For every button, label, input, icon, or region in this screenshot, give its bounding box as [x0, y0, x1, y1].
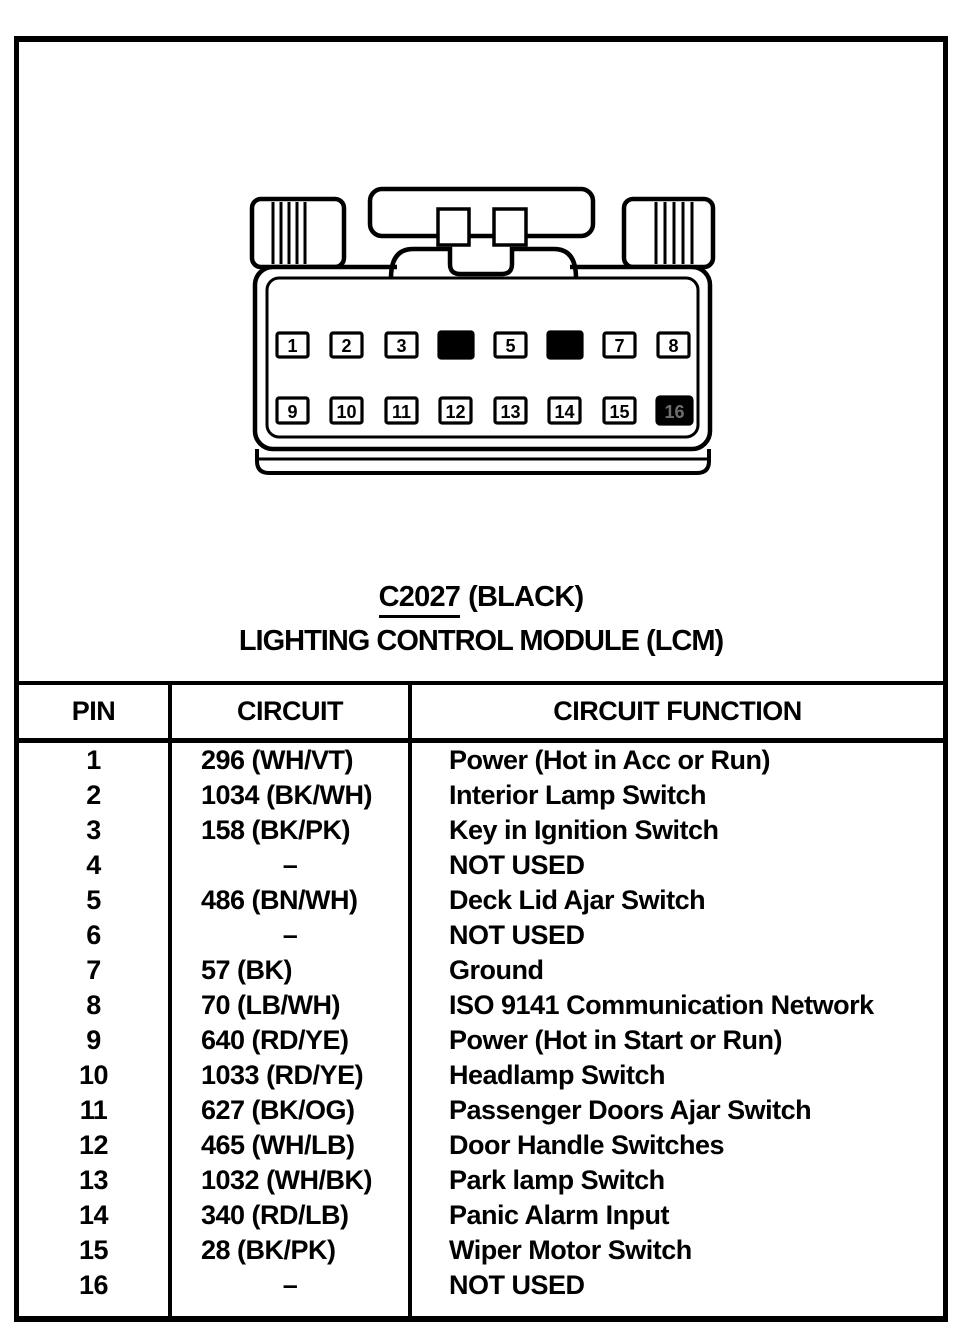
pin-1 — [277, 333, 308, 357]
connector-body — [255, 267, 710, 449]
cell-function: NOT USED — [449, 920, 585, 950]
table-filler — [172, 1303, 412, 1316]
connector-base — [257, 449, 709, 473]
svg-text:2: 2 — [341, 336, 352, 356]
table-filler — [412, 1303, 943, 1316]
pin-13 — [495, 398, 526, 423]
svg-text:13: 13 — [500, 402, 521, 422]
cell-circuit: 296 (WH/VT) — [172, 743, 412, 778]
svg-text:3: 3 — [396, 336, 407, 356]
cell-pin: 1 — [19, 743, 172, 778]
pin-2 — [331, 333, 362, 357]
cell-function: Headlamp Switch — [449, 1060, 666, 1090]
header-circuit: CIRCUIT — [172, 685, 412, 743]
svg-text:9: 9 — [287, 402, 298, 422]
svg-text:14: 14 — [554, 402, 575, 422]
pin-9 — [277, 398, 308, 423]
cell-function: Deck Lid Ajar Switch — [449, 885, 706, 915]
svg-text:16: 16 — [664, 402, 685, 422]
cell-pin: 3 — [19, 813, 172, 848]
left-mount-tab-icon — [252, 199, 344, 267]
cell-function: Ground — [449, 955, 544, 985]
right-mount-tab-icon — [624, 199, 713, 267]
cell-circuit: 57 (BK) — [172, 953, 412, 988]
cell-function: Interior Lamp Switch — [449, 780, 707, 810]
cell-pin: 5 — [19, 883, 172, 918]
cell-pin: 8 — [19, 988, 172, 1023]
cell-circuit: 1033 (RD/YE) — [172, 1058, 412, 1093]
cell-function: Power (Hot in Acc or Run) — [449, 745, 771, 775]
svg-text:12: 12 — [445, 402, 466, 422]
cell-pin: 10 — [19, 1058, 172, 1093]
cell-function: Park lamp Switch — [449, 1165, 665, 1195]
cell-circuit: – — [172, 848, 412, 883]
svg-text:7: 7 — [614, 336, 625, 356]
cell-circuit: 486 (BN/WH) — [172, 883, 412, 918]
cell-circuit: 465 (WH/LB) — [172, 1128, 412, 1163]
pin-11 — [386, 398, 417, 423]
pin-3 — [386, 333, 417, 357]
pin-10 — [331, 398, 362, 423]
pin-4-filled — [439, 332, 473, 358]
pin-6-filled — [548, 332, 582, 358]
cell-pin: 11 — [19, 1093, 172, 1128]
cell-function: NOT USED — [449, 850, 585, 880]
connector-code: C2027 — [379, 581, 460, 618]
cell-pin: 12 — [19, 1128, 172, 1163]
pinout-table — [19, 681, 943, 1316]
cell-circuit: – — [172, 918, 412, 953]
cell-pin: 16 — [19, 1268, 172, 1303]
svg-text:10: 10 — [336, 402, 357, 422]
cell-pin: 9 — [19, 1023, 172, 1058]
cell-pin: 7 — [19, 953, 172, 988]
pin-15 — [604, 398, 635, 423]
svg-text:15: 15 — [609, 402, 630, 422]
cell-function: Door Handle Switches — [449, 1130, 725, 1160]
cell-pin: 15 — [19, 1233, 172, 1268]
cell-circuit: 340 (RD/LB) — [172, 1198, 412, 1233]
svg-text:5: 5 — [505, 336, 516, 356]
cell-pin: 2 — [19, 778, 172, 813]
cell-circuit: 70 (LB/WH) — [172, 988, 412, 1023]
connector-diagram-panel — [19, 42, 943, 681]
cell-function: NOT USED — [449, 1270, 585, 1300]
cell-pin: 6 — [19, 918, 172, 953]
cell-circuit: – — [172, 1268, 412, 1303]
pin-7 — [604, 333, 635, 357]
document-frame — [14, 36, 948, 1322]
cell-pin: 4 — [19, 848, 172, 883]
header-circuit-function: CIRCUIT FUNCTION — [412, 685, 943, 743]
connector-color-label: (BLACK) — [468, 581, 584, 613]
cell-circuit: 627 (BK/OG) — [172, 1093, 412, 1128]
pin-5 — [495, 333, 526, 357]
latch-tab-icon — [370, 189, 593, 236]
svg-text:1: 1 — [287, 336, 298, 356]
pin-8 — [658, 333, 689, 357]
cell-circuit: 28 (BK/PK) — [172, 1233, 412, 1268]
cell-circuit: 640 (RD/YE) — [172, 1023, 412, 1058]
cell-circuit: 158 (BK/PK) — [172, 813, 412, 848]
connector-title — [19, 582, 943, 612]
pin-12 — [440, 398, 471, 423]
svg-text:8: 8 — [668, 336, 679, 356]
cell-function: Key in Ignition Switch — [449, 815, 719, 845]
cell-circuit: 1032 (WH/BK) — [172, 1163, 412, 1198]
svg-text:11: 11 — [391, 402, 412, 422]
cell-function: Power (Hot in Start or Run) — [449, 1025, 782, 1055]
header-pin: PIN — [19, 685, 172, 743]
pin-14 — [549, 398, 580, 423]
cell-function: Wiper Motor Switch — [449, 1235, 692, 1265]
cell-pin: 14 — [19, 1198, 172, 1233]
cell-function: Passenger Doors Ajar Switch — [449, 1095, 812, 1125]
pin-16-filled — [657, 397, 692, 424]
table-filler — [19, 1303, 172, 1316]
cell-function: Panic Alarm Input — [449, 1200, 670, 1230]
cell-function: ISO 9141 Communication Network — [449, 990, 874, 1020]
cell-pin: 13 — [19, 1163, 172, 1198]
cell-circuit: 1034 (BK/WH) — [172, 778, 412, 813]
module-title: LIGHTING CONTROL MODULE (LCM) — [238, 625, 724, 657]
